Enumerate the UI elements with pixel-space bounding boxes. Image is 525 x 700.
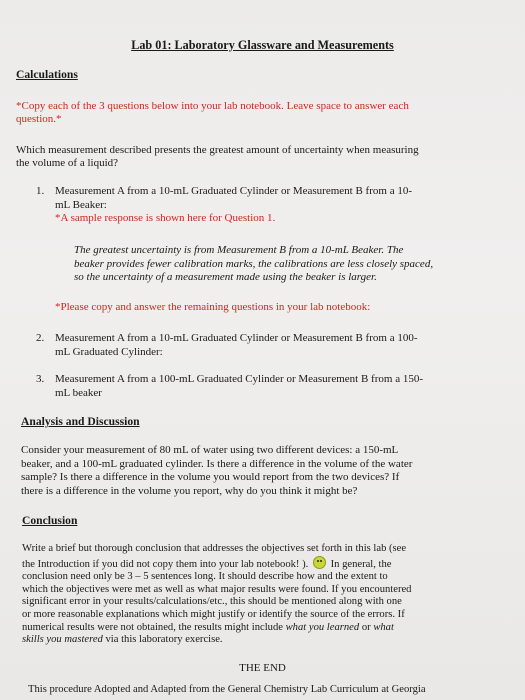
sample-response — [74, 244, 468, 285]
sample-response-line-3: so the uncertainty of a measurement made using the beaker is larger. — [74, 271, 377, 283]
question-text-line-1: Measurement A from a 10-mL Graduated Cylinder or Measurement B from a 100- — [55, 332, 418, 344]
question-number: 3. — [36, 373, 45, 385]
question-prompt-line-1: Which measurement described presents the greatest amount of uncertainty when measuring — [16, 144, 419, 156]
copy-remaining-note: *Please copy and answer the remaining questions in your lab notebook: — [55, 301, 371, 313]
copy-instruction-line-2: question.* — [16, 113, 62, 125]
question-number: 2. — [36, 332, 45, 344]
sample-response-line-2: beaker provides fewer calibration marks, the calibrations are less closely spaced, — [74, 257, 434, 270]
question-item-3 — [36, 373, 466, 401]
question-text-line-1: Measurement A from a 10-mL Graduated Cylinder or Measurement B from a 10- — [55, 185, 412, 197]
analysis-line-1: Consider your measurement of 80 mL of water using two different devices: a 150-mL — [21, 444, 399, 456]
conclusion-line-8: skills you mastered via this laboratory exercise. — [22, 634, 223, 646]
analysis-heading: Analysis and Discussion — [21, 415, 140, 428]
question-item-1 — [36, 185, 466, 213]
conclusion-line-3: conclusion need only be 3 – 5 sentences long. It should describe how and the extent to — [22, 571, 388, 583]
sample-response-line-1: The greatest uncertainty is from Measurement B from a 10-mL Beaker. The — [74, 244, 404, 256]
conclusion-line-7: numerical results were not obtained, the results might include what you learned or what — [22, 621, 394, 633]
copy-instruction-line-1: *Copy each of the 3 questions below into your lab notebook. Leave space to answer each — [16, 100, 409, 112]
question-text-line-1: Measurement A from a 100-mL Graduated Cylinder or Measurement B from a 150- — [55, 373, 423, 385]
question-text-line-2: mL Beaker: — [55, 198, 107, 211]
the-end-text: THE END — [239, 662, 286, 674]
document-title: Lab 01: Laboratory Glassware and Measurements — [131, 38, 394, 52]
conclusion-line-1: Write a brief but thorough conclusion that addresses the objectives set forth in this lab (see — [22, 543, 407, 554]
calculations-heading: Calculations — [16, 68, 78, 81]
conclusion-line-4: which the objectives were met as well as what major results were found. If you encountered — [22, 583, 412, 595]
footer-attribution: This procedure Adopted and Adapted from the General Chemistry Lab Curriculum at Georgia — [28, 684, 426, 695]
conclusion-line-2: the Introduction if you did not copy them into your lab notebook! ). In general, the — [22, 556, 492, 572]
question-text-line-2: mL Graduated Cylinder: — [55, 345, 163, 358]
question-number: 1. — [36, 185, 45, 197]
question-item-2 — [36, 332, 466, 360]
question-text-line-2: mL beaker — [55, 386, 102, 399]
analysis-line-4: there is a difference in the volume you report, why do you think it might be? — [21, 484, 358, 497]
conclusion-line-5: significant error in your results/calculations/etc., this should be mentioned along with one — [22, 596, 402, 608]
conclusion-heading: Conclusion — [22, 514, 78, 527]
question-prompt-line-2: the volume of a liquid? — [16, 157, 119, 169]
conclusion-line-6: or more reasonable explanations which might justify or identify the source of the errors. If — [22, 608, 405, 620]
analysis-line-2: beaker, and a 100-mL graduated cylinder. Is there a difference in the volume of the water — [21, 457, 413, 470]
analysis-line-3: sample? Is there a difference in the volume you would report from the two devices? If — [21, 471, 400, 483]
sample-response-note: *A sample response is shown here for Question 1. — [55, 212, 276, 224]
analysis-paragraph — [21, 444, 471, 498]
conclusion-paragraph — [22, 543, 492, 647]
smiley-face-icon — [313, 556, 326, 569]
